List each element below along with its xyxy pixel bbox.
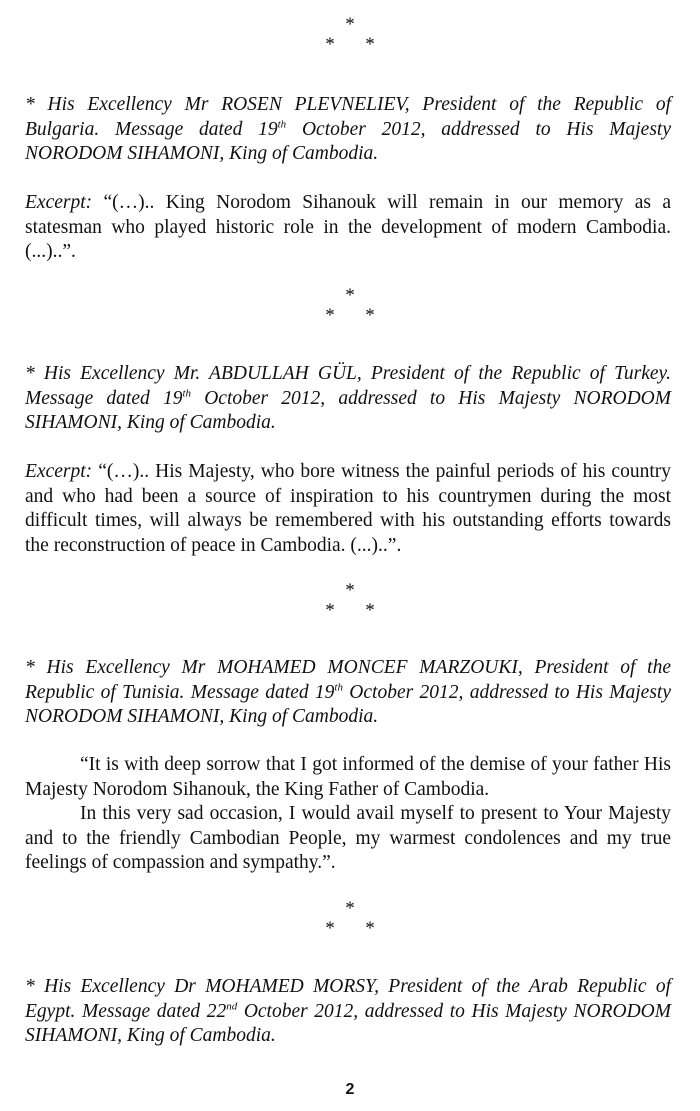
entry-heading: * His Excellency Mr ROSEN PLEVNELIEV, President of the Republic of Bulgaria. Message dated 19th October 2012, addressed to His Majesty NORODOM SIHAMONI, King of Cambodia. <box>25 94 671 164</box>
separator-stars <box>0 14 700 56</box>
entry-message <box>25 753 671 876</box>
day-suffix: nd <box>226 1000 238 1012</box>
separator-stars: * * * <box>325 285 375 326</box>
entry-excerpt: Excerpt: “(…).. King Norodom Sihanouk will remain in our memory as a statesman who played historic role in the development of modern Cambodia. (...)..”. <box>25 192 671 262</box>
separator-stars: * * * <box>325 898 375 939</box>
page-number: 2 <box>345 1081 355 1098</box>
entry-heading: * His Excellency Mr MOHAMED MONCEF MARZOUKI, President of the Republic of Tunisia. Message dated 19th October 2012, addressed to His Majesty NORODOM SIHAMONI, King of Cambodia. <box>25 657 671 727</box>
entry-heading: * His Excellency Dr MOHAMED MORSY, President of the Arab Republic of Egypt. Message dated 22nd October 2012, addressed to His Majesty NORODOM SIHAMONI, King of Cambodia. <box>25 976 671 1046</box>
star-left: * <box>325 34 335 55</box>
entry-excerpt: Excerpt: “(…).. His Majesty, who bore witness the painful periods of his country and who had been a source of inspiration to his countrymen during the most difficult times, will always be remembered with his outstanding efforts towards the reconstruction of peace in Cambodia. (...)..”. <box>25 461 671 556</box>
star-top: * <box>345 14 355 35</box>
excerpt-label: Excerpt: <box>25 192 93 213</box>
message-paragraph: In this very sad occasion, I would avail myself to present to Your Majesty and to the friendly Cambodian People, my warmest condolences and my true feelings of compassion and sympathy.”. <box>25 803 671 873</box>
star-right: * <box>365 34 375 55</box>
separator-stars: * * * <box>325 580 375 621</box>
excerpt-label: Excerpt: <box>25 461 93 482</box>
message-paragraph: “It is with deep sorrow that I got informed of the demise of your father His Majesty Norodom Sihanouk, the King Father of Cambodia. <box>25 754 671 800</box>
day-suffix: th <box>182 387 192 399</box>
entry-heading: * His Excellency Mr. ABDULLAH GÜL, President of the Republic of Turkey. Message dated 19th October 2012, addressed to His Majesty NORODOM SIHAMONI, King of Cambodia. <box>25 363 671 433</box>
day-suffix: th <box>277 118 287 130</box>
day-suffix: th <box>334 681 343 693</box>
